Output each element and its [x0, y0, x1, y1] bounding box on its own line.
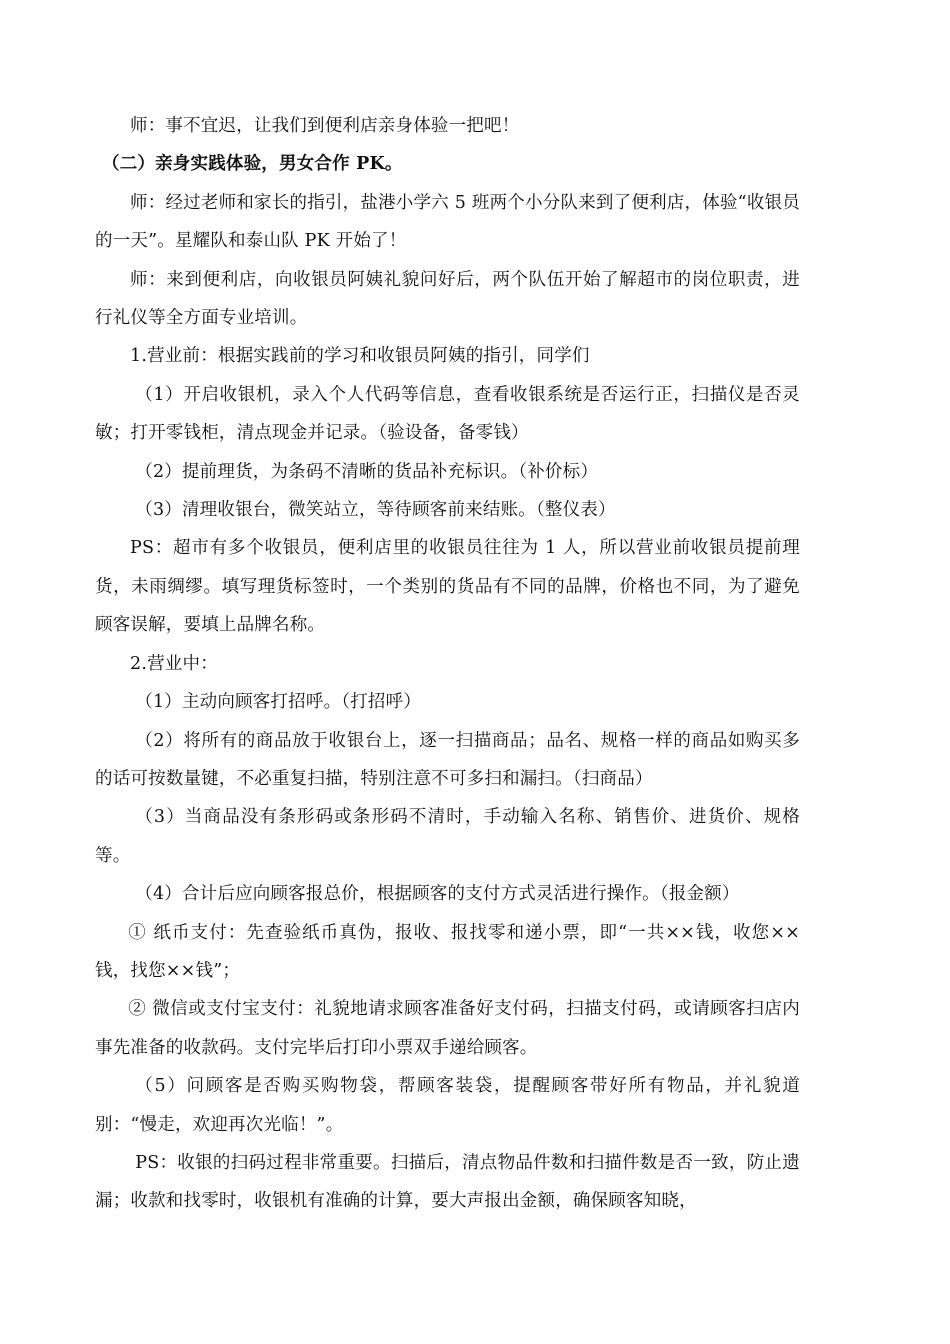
before-step-2: （2）提前理货，为条码不清晰的货品补充标识。（补价标） [135, 461, 599, 482]
before-step-1: （1）开启收银机，录入个人代码等信息，查看收银系统是否运行正，扫描仪是否灵敏；打开零钱柜，清点现金并记录。（验设备，备零钱） [95, 384, 800, 444]
payment-mobile: ② 微信或支付宝支付：礼貌地请求顾客准备好支付码，扫描支付码，或请顾客扫店内事先准备的收款码。支付完毕后打印小票双手递给顾客。 [95, 999, 800, 1058]
teacher-line-training: 师：来到便利店，向收银员阿姨礼貌问好后，两个队伍开始了解超市的岗位职责，进行礼仪等全方面专业培训。 [95, 269, 800, 329]
during-step-1: （1）主动向顾客打招呼。（打招呼） [135, 692, 422, 713]
during-step-3: （3）当商品没有条形码或条形码不清时，手动输入名称、销售价、进货价、规格等。 [95, 807, 800, 866]
document-body [95, 107, 800, 1221]
during-step-5: （5）问顾客是否购买购物袋，帮顾客装袋，提醒顾客带好所有物品，并礼貌道别：“慢走，欢迎再次光临！”。 [95, 1076, 800, 1135]
teacher-line-intro: 师：事不宜迟，让我们到便利店亲身体验一把吧！ [130, 116, 520, 136]
during-business-heading: 2.营业中： [130, 653, 218, 674]
before-step-3: （3）清理收银台，微笑站立，等待顾客前来结账。（整仪表） [135, 500, 616, 521]
section-heading: （二）亲身实践体验，男女合作 PK。 [102, 154, 403, 175]
ps-note-1: PS：超市有多个收银员，便利店里的收银员往往为 1 人，所以营业前收银员提前理货，未雨绸缪。填写理货标签时，一个类别的货品有不同的品牌，价格也不同，为了避免顾客误解，要填上品牌名称。 [95, 538, 800, 636]
during-step-2: （2）将所有的商品放于收银台上，逐一扫描商品；品名、规格一样的商品如购买多的话可按数量键，不必重复扫描，特别注意不可多扫和漏扫。（扫商品） [95, 730, 800, 789]
payment-cash: ① 纸币支付：先查验纸币真伪，报收、报找零和递小票，即“一共××钱，收您××钱，找您××钱”； [95, 922, 800, 981]
ps-note-2: PS：收银的扫码过程非常重要。扫描后，清点物品件数和扫描件数是否一致，防止遗漏；收款和找零时，收银机有准确的计算，要大声报出金额，确保顾客知晓， [95, 1152, 800, 1212]
before-business-heading: 1.营业前：根据实践前的学习和收银员阿姨的指引，同学们 [130, 346, 590, 367]
teacher-line-guidance: 师：经过老师和家长的指引，盐港小学六 5 班两个小分队来到了便利店，体验“收银员的一天”。星耀队和泰山队 PK 开始了！ [95, 192, 800, 252]
during-step-4: （4）合计后应向顾客报总价，根据顾客的支付方式灵活进行操作。（报金额） [135, 884, 740, 905]
